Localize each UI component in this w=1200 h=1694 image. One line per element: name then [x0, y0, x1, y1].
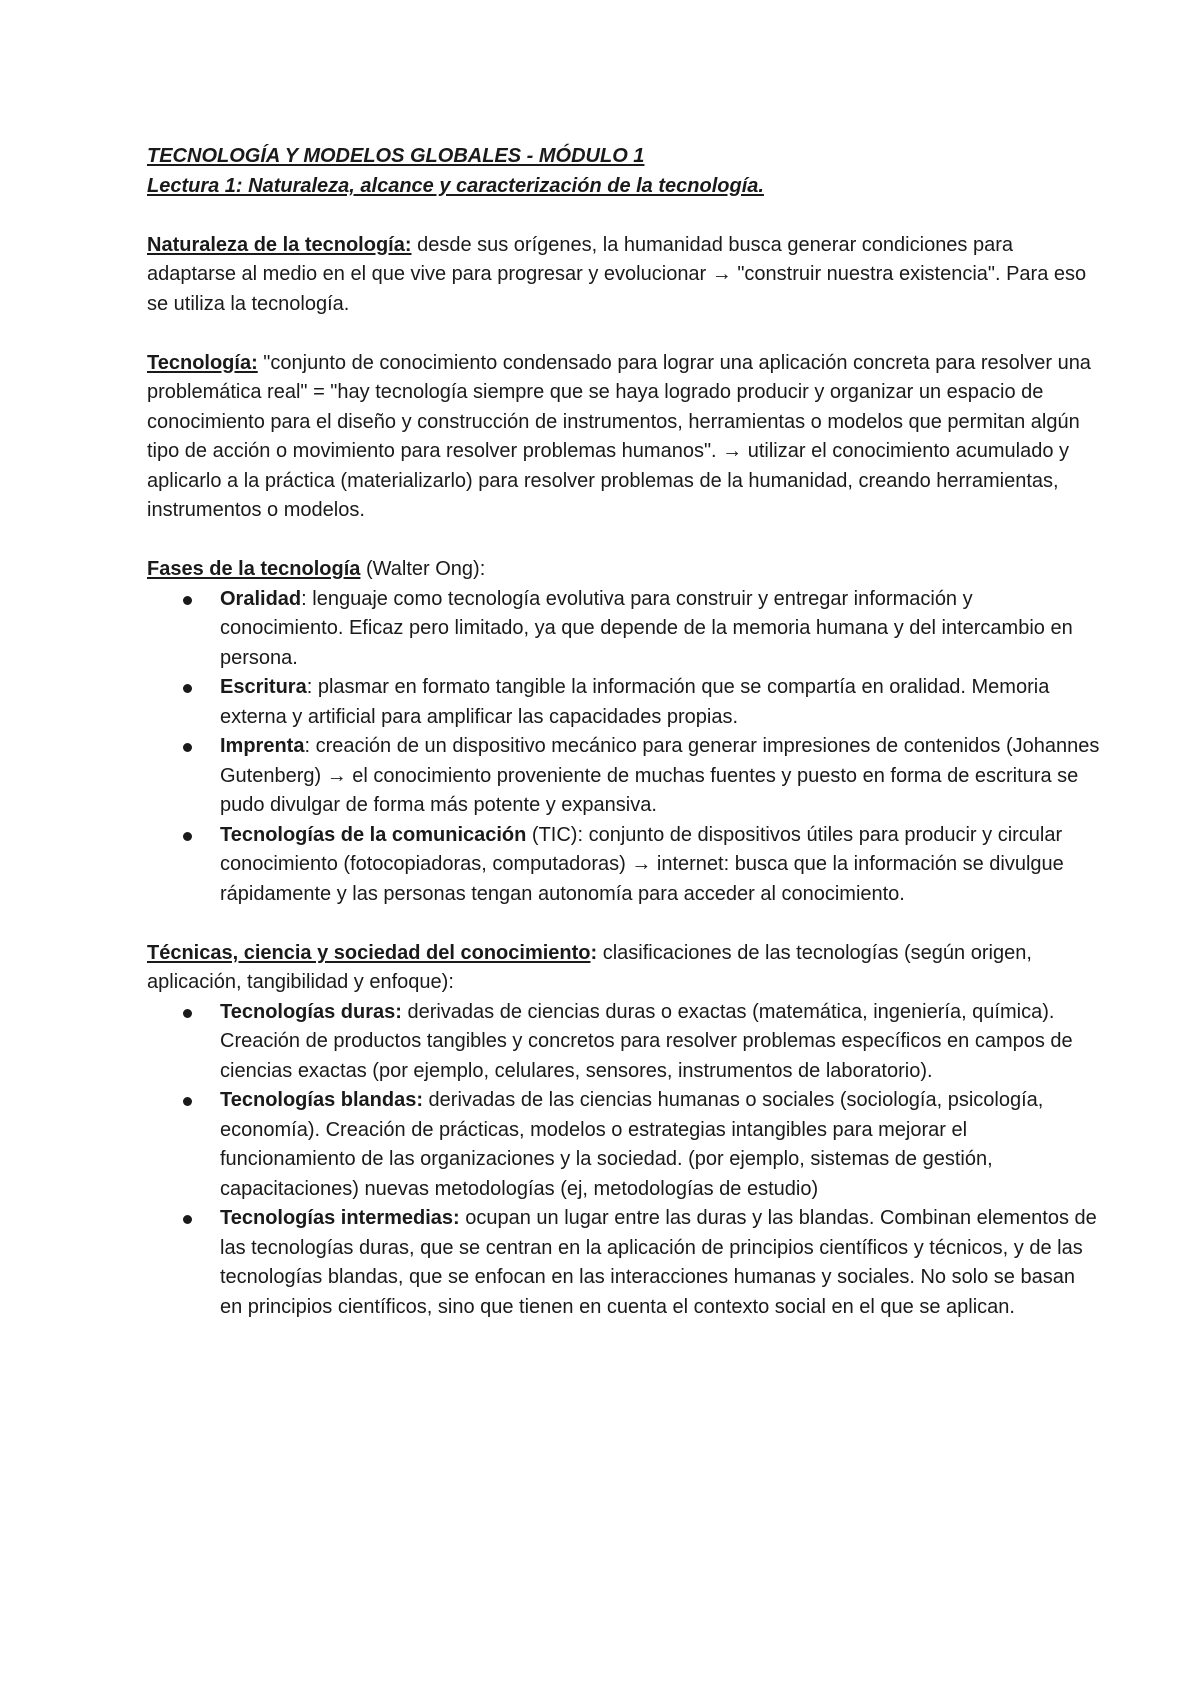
list-item: [220, 1086, 1100, 1204]
tecnologia-term: Tecnología:: [147, 351, 258, 374]
document-header: [147, 142, 1100, 201]
tecnicas-text: clasificaciones de las tecnologías (según origen, aplicación, tangibilidad y enfoque):: [147, 941, 1032, 993]
list-item: [220, 585, 1100, 674]
fases-section: [147, 555, 1100, 909]
bullet-icon: [183, 1215, 192, 1224]
naturaleza-paragraph: [147, 231, 1100, 320]
bullet-icon: [183, 684, 192, 693]
bullet-icon: [183, 1009, 192, 1018]
tecnologia-text: "conjunto de conocimiento condensado para lograr una aplicación concreta para resolver una problemática real" = "hay tecnología siempre que se haya logrado producir y organizar un espacio de conocimiento para el diseño y construcción de instrumentos, herramientas o modelos que permitan algún tipo de acción o movimiento para resolver problemas humanos". → utilizar el conocimiento acumulado y aplicarlo a la práctica (materializarlo) para resolver problemas de la humanidad, creando herramientas, instrumentos o modelos.: [147, 351, 1091, 521]
item-text: derivadas de las ciencias humanas o sociales (sociología, psicología, economía). Creación de prácticas, modelos o estrategias intangibles para mejorar el funcionamiento de las organizaciones y la sociedad. (por ejemplo, sistemas de gestión, capacitaciones) nuevas metodologías (ej, metodologías de estudio): [220, 1089, 1044, 1200]
item-term: Tecnologías blandas:: [220, 1089, 423, 1111]
naturaleza-term: Naturaleza de la tecnología:: [147, 233, 412, 256]
tecnicas-colon: :: [590, 941, 598, 964]
item-text: : creación de un dispositivo mecánico para generar impresiones de contenidos (Johannes Gutenberg) → el conocimiento proveniente de muchas fuentes y puesto en forma de escritura se pudo divulgar de forma más potente y expansiva.: [220, 735, 1100, 816]
tecnicas-heading: [147, 939, 1100, 998]
item-text: (TIC): conjunto de dispositivos útiles para producir y circular conocimiento (fotocopiadoras, computadoras) → internet: busca que la información se divulgue rápidamente y las personas tengan autonomía para acceder al conocimiento.: [220, 823, 1064, 905]
list-item: [220, 673, 1100, 732]
fases-text: (Walter Ong):: [360, 558, 486, 580]
bullet-icon: [183, 832, 192, 841]
item-term: Imprenta: [220, 735, 305, 757]
item-term: Tecnologías de la comunicación: [220, 823, 527, 846]
naturaleza-text: desde sus orígenes, la humanidad busca generar condiciones para adaptarse al medio en el que vive para progresar y evolucionar → "construir nuestra existencia". Para eso se utiliza la tecnología.: [147, 233, 1087, 315]
document-title: TECNOLOGÍA Y MODELOS GLOBALES - MÓDULO 1: [147, 145, 645, 167]
item-text: derivadas de ciencias duras o exactas (matemática, ingeniería, química). Creación de productos tangibles y concretos para resolver problemas específicos en campos de ciencias exactas (por ejemplo, celulares, sensores, instrumentos de laboratorio).: [220, 1000, 1073, 1082]
tecnologia-paragraph: [147, 349, 1100, 526]
list-item: [220, 1204, 1100, 1322]
bullet-icon: [183, 1097, 192, 1106]
bullet-icon: [183, 743, 192, 752]
fases-list: [147, 585, 1100, 910]
list-item: [220, 998, 1100, 1087]
document-subtitle: Lectura 1: Naturaleza, alcance y caracterización de la tecnología.: [147, 174, 764, 197]
item-term: Oralidad: [220, 587, 302, 610]
item-term: Tecnologías intermedias:: [220, 1207, 460, 1229]
item-text: : plasmar en formato tangible la información que se compartía en oralidad. Memoria externa y artificial para amplificar las capacidades propias.: [220, 676, 1050, 728]
bullet-icon: [183, 596, 192, 605]
item-term: Tecnologías duras:: [220, 1000, 402, 1023]
tecnicas-list: [147, 998, 1100, 1323]
item-term: Escritura: [220, 676, 307, 698]
list-item: [220, 821, 1100, 910]
item-text: ocupan un lugar entre las duras y las blandas. Combinan elementos de las tecnologías duras, que se centran en la aplicación de principios científicos y técnicos, y de las tecnologías blandas, que se enfocan en las interacciones humanas y sociales. No solo se basan en principios científicos, sino que tienen en cuenta el contexto social en el que se aplican.: [220, 1207, 1097, 1318]
tecnicas-section: [147, 939, 1100, 1323]
list-item: [220, 732, 1100, 821]
tecnicas-term: Técnicas, ciencia y sociedad del conocimiento: [147, 941, 591, 964]
fases-heading: [147, 555, 1100, 585]
item-text: : lenguaje como tecnología evolutiva para construir y entregar información y conocimiento. Eficaz pero limitado, ya que depende de la memoria humana y del intercambio en persona.: [220, 587, 1073, 669]
fases-term: Fases de la tecnología: [147, 558, 361, 580]
